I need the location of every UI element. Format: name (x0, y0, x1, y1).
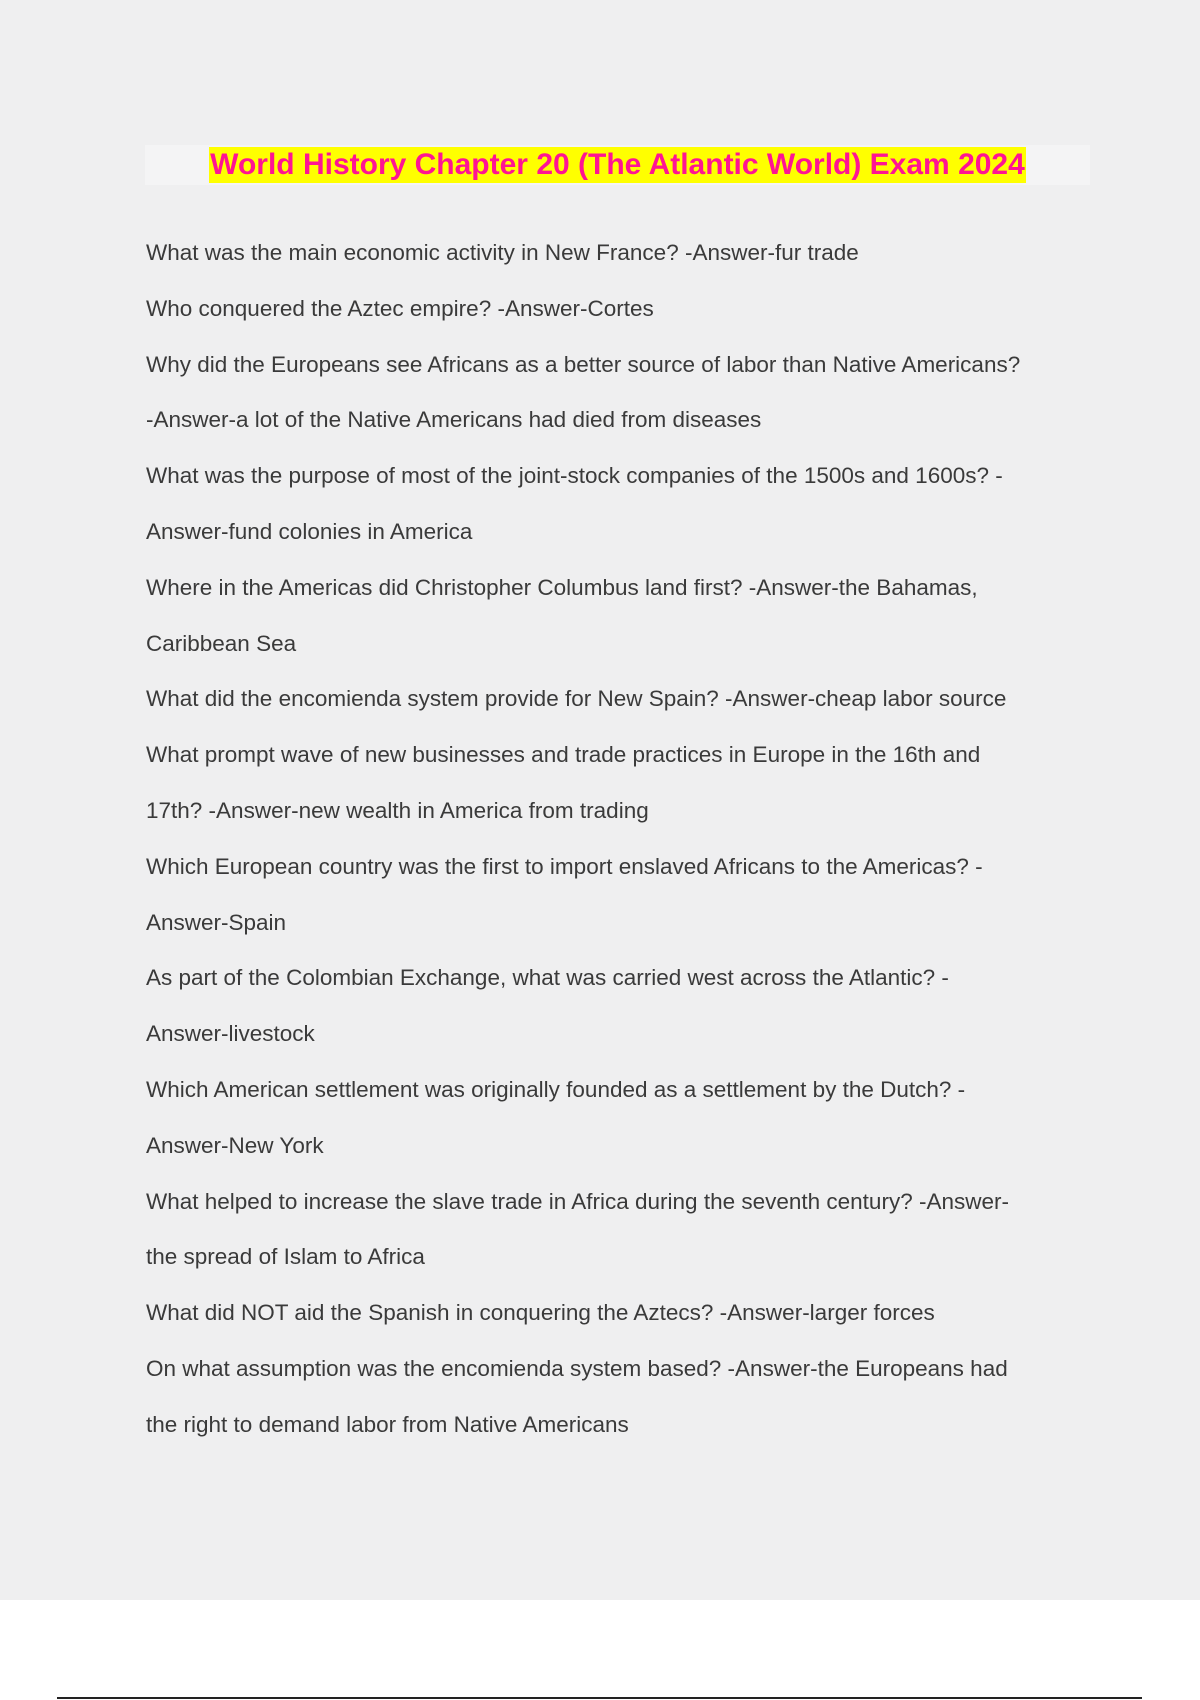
footer-divider (57, 1697, 1142, 1699)
text-line: the right to demand labor from Native Americans (146, 1411, 629, 1437)
text-line: Caribbean Sea (146, 630, 297, 656)
title-block (145, 145, 1090, 185)
text-line: Who conquered the Aztec empire? -Answer-Cortes (146, 295, 654, 321)
qa-list (146, 235, 1106, 1463)
text-line: the spread of Islam to Africa (146, 1244, 425, 1270)
text-line: What prompt wave of new businesses and trade practices in Europe in the 16th and (146, 742, 981, 768)
text-line: What was the purpose of most of the joint-stock companies of the 1500s and 1600s? - (146, 463, 1003, 489)
text-line: Answer-New York (146, 1132, 324, 1158)
text-line: Answer-Spain (146, 909, 287, 935)
text-line: Answer-livestock (146, 1021, 315, 1047)
text-line: Why did the Europeans see Africans as a better source of labor than Native Americans? (146, 351, 1021, 377)
text-line: Which European country was the first to import enslaved Africans to the Americas? - (146, 853, 983, 879)
text-line: What did the encomienda system provide for New Spain? -Answer-cheap labor source (146, 686, 1007, 712)
text-line: What was the main economic activity in New France? -Answer-fur trade (146, 240, 859, 265)
text-line: Which American settlement was originally founded as a settlement by the Dutch? - (146, 1076, 966, 1102)
text-line: Answer-fund colonies in America (146, 518, 473, 544)
text-line: What did NOT aid the Spanish in conquering the Aztecs? -Answer-larger forces (146, 1300, 935, 1326)
text-line: On what assumption was the encomienda system based? -Answer-the Europeans had (146, 1355, 1008, 1381)
text-line: -Answer-a lot of the Native Americans had died from diseases (146, 407, 762, 433)
text-line: What helped to increase the slave trade in Africa during the seventh century? -Answer- (146, 1188, 1009, 1214)
text-line: As part of the Colombian Exchange, what was carried west across the Atlantic? - (146, 965, 949, 991)
text-line: 17th? -Answer-new wealth in America from trading (146, 797, 649, 823)
text-line: Where in the Americas did Christopher Columbus land first? -Answer-the Bahamas, (146, 574, 978, 600)
page-title: World History Chapter 20 (The Atlantic World) Exam 2024 (210, 148, 1025, 181)
